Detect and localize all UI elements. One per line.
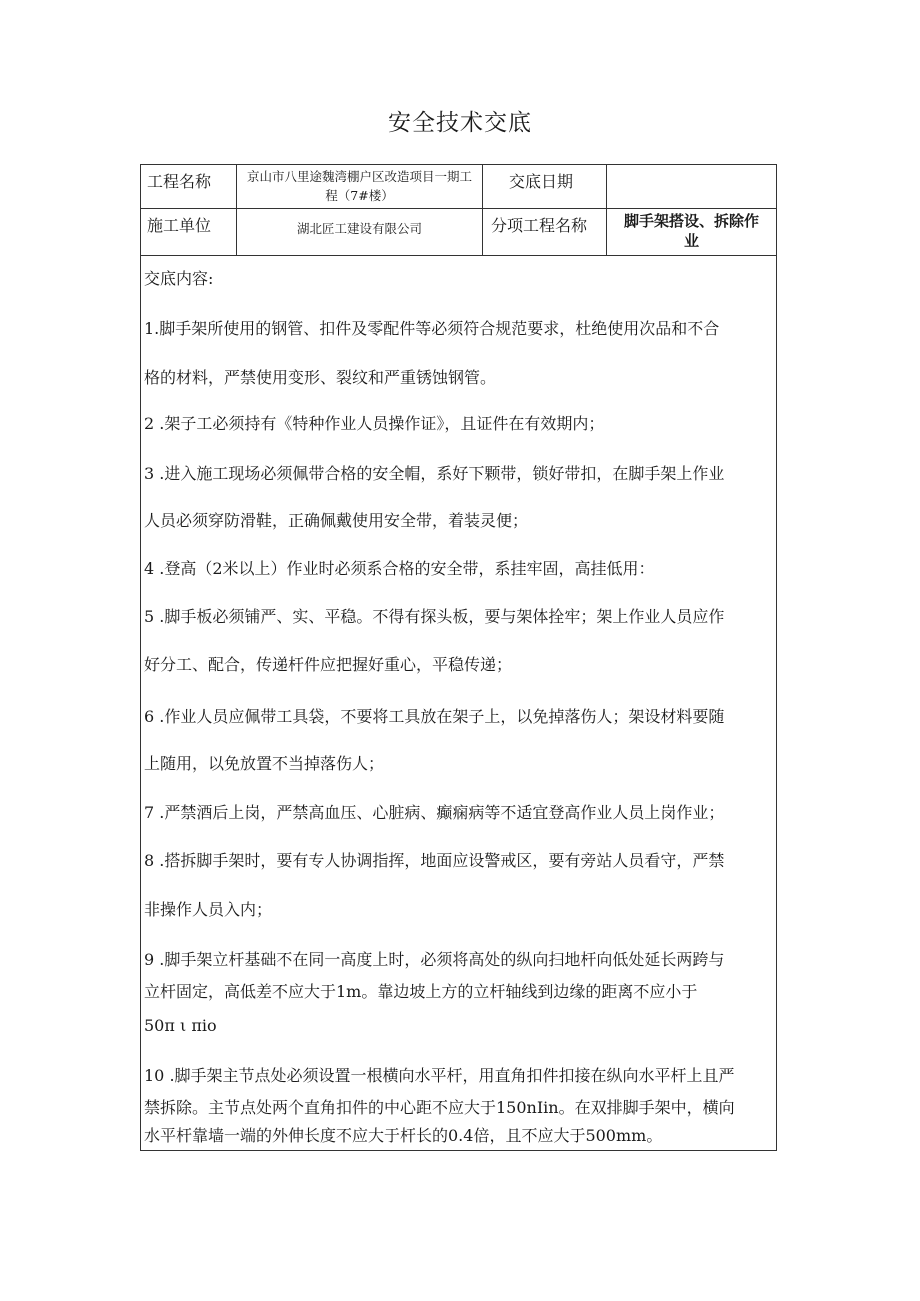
- content-line: 10 .脚手架主节点处必须设置一根横向水平杆，用直角扣件扣接在纵向水平杆上且严: [144, 1066, 735, 1085]
- content-line: 3 .进入施工现场必须佩带合格的安全帽，系好下颗带，锁好带扣，在脚手架上作业: [144, 464, 725, 483]
- date-label: 交底日期: [482, 164, 607, 209]
- content-line: 水平杆靠墙一端的外伸长度不应大于杆长的0.4倍，且不应大于500mm。: [144, 1126, 663, 1145]
- subproject-line1: 脚手架搭设、拆除作: [623, 212, 759, 230]
- content-line: 好分工、配合，传递杆件应把握好重心，平稳传递；: [144, 655, 513, 674]
- content-line: 8 .搭拆脚手架时，要有专人协调指挥，地面应设警戒区，要有旁站人员看守，严禁: [144, 851, 725, 870]
- content-line: 立杆固定，高低差不应大于1m。靠边坡上方的立杆轴线到边缘的距离不应小于: [144, 982, 698, 1001]
- subproject-value: [606, 208, 777, 256]
- content-heading: 交底内容:: [144, 269, 214, 288]
- content-line: 9 .脚手架立杆基础不在同一高度上时，必须将高处的纵向扫地杆向低处延长两跨与: [144, 950, 725, 969]
- content-line: 50π ι πio: [144, 1016, 217, 1035]
- content-line: 格的材料，严禁使用变形、裂纹和严重锈蚀钢管。: [144, 368, 497, 387]
- content-line: 1.脚手架所使用的钢管、扣件及零配件等必须符合规范要求，杜绝使用次品和不合: [144, 319, 720, 338]
- content-line: 上随用，以免放置不当掉落伤人；: [144, 754, 385, 773]
- content-line: 6 .作业人员应佩带工具袋，不要将工具放在架子上，以免掉落伤人；架设材料要随: [144, 707, 725, 726]
- content-line: 7 .严禁酒后上岗，严禁高血压、心脏病、癫痫病等不适宜登高作业人员上岗作业；: [144, 803, 725, 822]
- page-title: 安全技术交底: [388, 110, 532, 136]
- date-value: [606, 164, 777, 209]
- project-name-value: [236, 164, 483, 209]
- subproject-line2: 业: [683, 232, 699, 250]
- content-line: 人员必须穿防滑鞋，正确佩戴使用安全带，着装灵便；: [144, 511, 529, 530]
- header-table: [140, 164, 777, 256]
- unit-value: 湖北匠工建设有限公司: [236, 208, 483, 256]
- project-name-line2: 程（7#楼）: [325, 188, 394, 203]
- project-name-line1: 京山市八里途魏湾棚户区改造项目一期工: [246, 169, 472, 184]
- content-line: 4 .登高（2米以上）作业时必须系合格的安全带，系挂牢固，高挂低用：: [144, 559, 655, 578]
- subproject-label: 分项工程名称: [482, 208, 607, 256]
- unit-label: 施工单位: [140, 208, 237, 256]
- content-line: 5 .脚手板必须铺严、实、平稳。不得有探头板，要与架体拴牢；架上作业人员应作: [144, 607, 725, 626]
- content-box: [140, 255, 777, 1151]
- content-line: 2 .架子工必须持有《特种作业人员操作证》，且证件在有效期内；: [144, 414, 605, 433]
- project-name-label: 工程名称: [140, 164, 237, 209]
- content-line: 禁拆除。主节点处两个直角扣件的中心距不应大于150nIin。在双排脚手架中，横向: [144, 1098, 735, 1117]
- content-line: 非操作人员入内；: [144, 900, 273, 919]
